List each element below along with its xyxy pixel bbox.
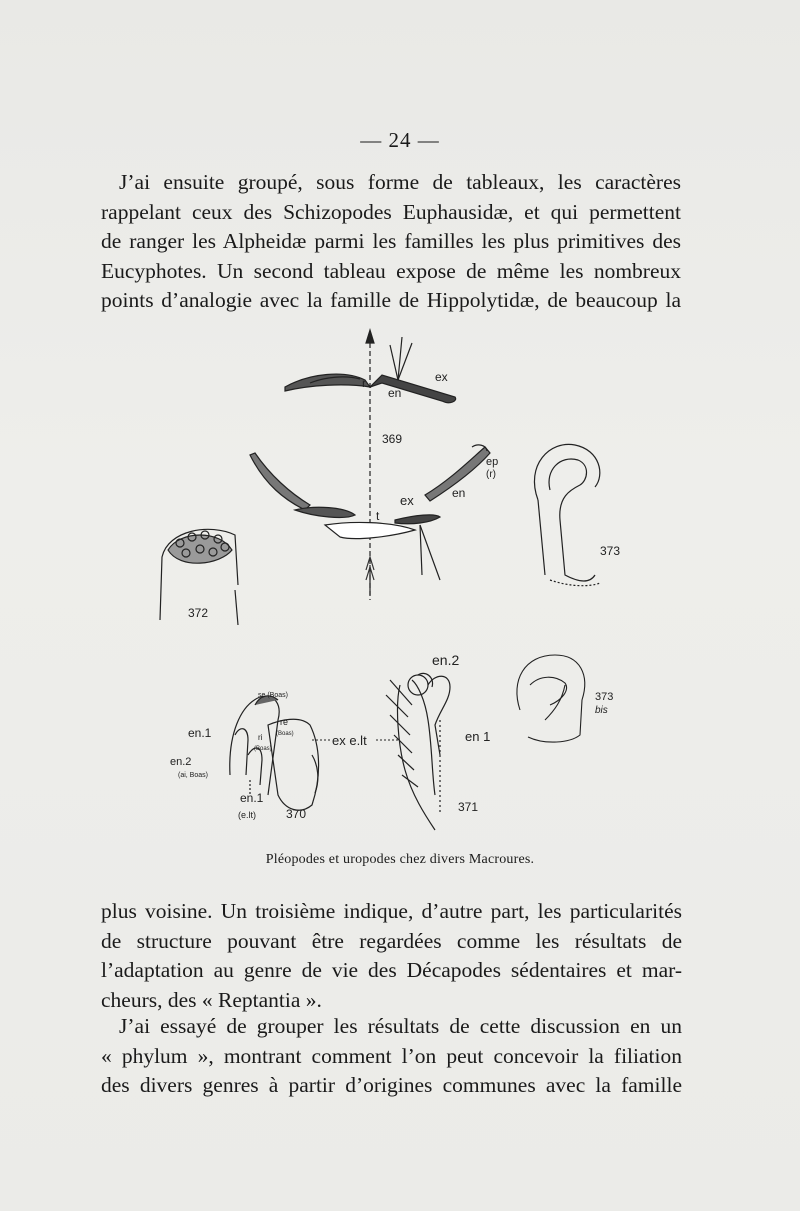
text-line: Eucyphotes. Un second tableau expose de même les nombreux — [101, 258, 681, 283]
page-number: — 24 — — [360, 128, 440, 152]
text-line: des divers genres à partir d’origines communes avec la famille — [101, 1073, 682, 1097]
label-se-boas: se (Boas) — [258, 692, 288, 699]
label-369: 369 — [382, 432, 403, 446]
paragraph-phylum — [101, 1012, 682, 1101]
label-elt: (e.lt) — [238, 810, 256, 820]
label-t: t — [376, 509, 380, 523]
label-en2-371: en.2 — [432, 652, 460, 668]
label-re-boas: (Boas) — [276, 731, 294, 737]
label-en2-sub: (ai, Boas) — [178, 772, 208, 779]
fig-371-drawing — [386, 673, 450, 830]
text-line: J’ai essayé de grouper les résultats de cette discussion en un — [119, 1014, 682, 1038]
text-line: l’adaptation au genre de vie des Décapodes sédentaires et mar- — [101, 958, 682, 982]
paragraph-intro — [101, 168, 681, 316]
label-r: r — [362, 376, 366, 390]
label-372: 372 — [188, 606, 209, 620]
text-line: plus voisine. Un troisième indique, d’autre part, les particularités — [101, 899, 682, 923]
label-ep-r: (r) — [486, 469, 496, 480]
label-en1-left: en.1 — [188, 726, 212, 740]
label-373bis-suffix: bis — [595, 705, 608, 716]
text-line: points d’analogie avec la famille de Hippolytidæ, de beaucoup la — [101, 288, 681, 312]
label-ri-boas: (Boas) — [254, 746, 272, 752]
text-line: rappelant ceux des Schizopodes Euphausidæ, et qui permettent — [101, 199, 681, 224]
text-line: J’ai ensuite groupé, sous forme de tableaux, les caractères — [119, 170, 681, 194]
text-line: de structure pouvant être regardées comme les résultats de — [101, 928, 682, 953]
text-line: « phylum », montrant comment l’on peut concevoir la filiation — [101, 1043, 682, 1068]
fig-373bis-drawing — [517, 655, 585, 742]
label-ex-top: ex — [435, 370, 448, 384]
pleopod-figure — [150, 325, 790, 845]
label-ep: ep — [486, 456, 499, 468]
figure-caption: Pléopodes et uropodes chez divers Macroures. — [265, 852, 535, 867]
label-ex-elt: ex e.lt — [332, 733, 367, 748]
figure-drawing — [150, 325, 790, 845]
label-re: re — [280, 717, 289, 727]
text-line: cheurs, des « Reptantia ». — [101, 987, 322, 1012]
fig-369-drawing — [250, 330, 490, 600]
text-line: de ranger les Alpheidæ parmi les familles les plus primitives des — [101, 229, 681, 253]
fig-373-drawing — [534, 444, 600, 585]
label-en1-371: en 1 — [465, 729, 491, 744]
label-ex-mid: ex — [400, 493, 414, 508]
label-en-top: en — [388, 386, 402, 400]
label-ri: ri — [258, 733, 263, 742]
label-373bis-num: 373 — [595, 691, 614, 703]
label-370: 370 — [286, 807, 307, 821]
label-en-mid: en — [452, 486, 466, 500]
label-en2-left: en.2 — [170, 756, 192, 768]
label-373: 373 — [600, 544, 621, 558]
paragraph-continuation — [101, 897, 682, 1015]
label-en1-bottom: en.1 — [240, 791, 264, 805]
label-371: 371 — [458, 800, 479, 814]
